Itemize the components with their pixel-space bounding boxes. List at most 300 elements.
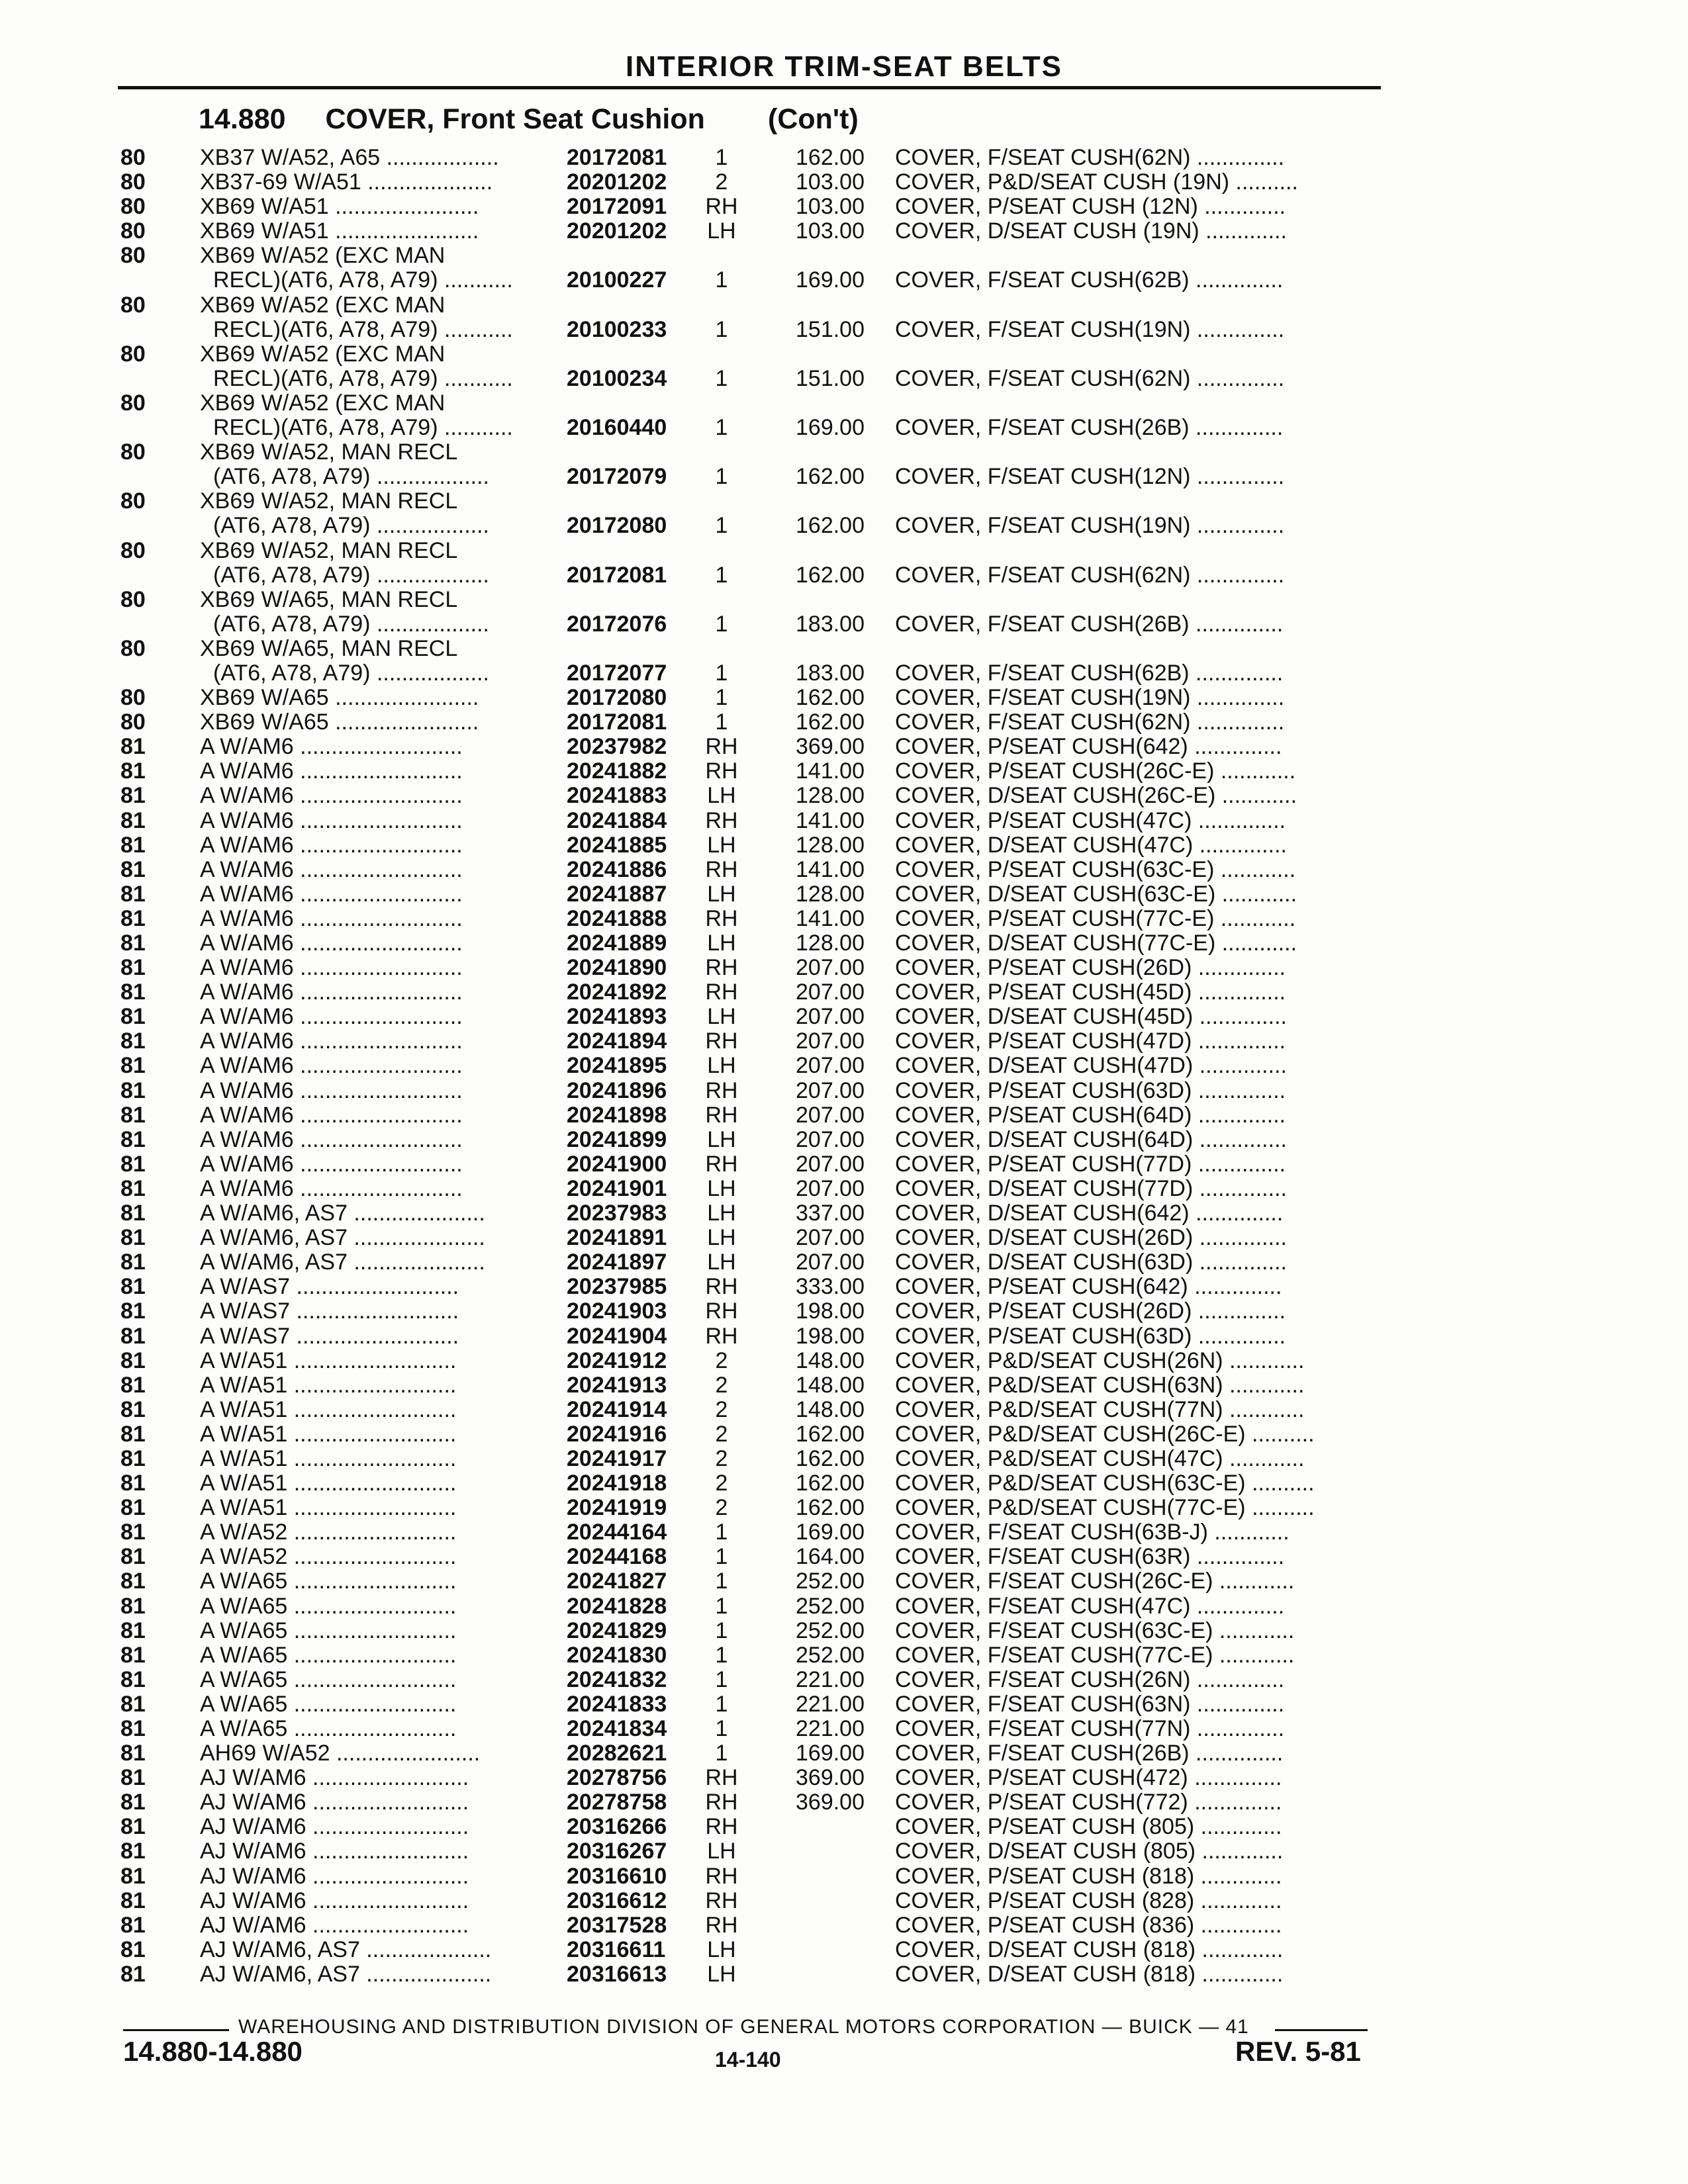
table-row xyxy=(0,244,1688,268)
part-name: COVER, P/SEAT CUSH(642) .............. xyxy=(895,1275,1282,1300)
part-name: COVER, F/SEAT CUSH(77C-E) ............ xyxy=(895,1643,1295,1668)
part-number: 20241885 xyxy=(567,832,667,858)
model-description: A W/A51 .......................... xyxy=(200,1446,457,1471)
part-name: COVER, D/SEAT CUSH(77C-E) ............ xyxy=(895,931,1297,956)
table-row xyxy=(0,1692,1688,1717)
table-row xyxy=(0,833,1688,858)
table-row xyxy=(0,1643,1688,1668)
table-row xyxy=(0,539,1688,563)
table-row xyxy=(0,416,1688,440)
model-description: A W/AS7 .......................... xyxy=(200,1275,459,1300)
quantity: RH xyxy=(705,1814,738,1840)
part-name: COVER, F/SEAT CUSH(26B) .............. xyxy=(895,612,1284,637)
part-number: 20100234 xyxy=(567,365,667,391)
part-name: COVER, D/SEAT CUSH(63C-E) ............ xyxy=(895,882,1297,907)
table-row xyxy=(0,1496,1688,1520)
table-row xyxy=(0,1619,1688,1643)
part-name: COVER, P/SEAT CUSH(77D) .............. xyxy=(895,1152,1286,1177)
price: 183.00 xyxy=(796,660,865,686)
table-row xyxy=(0,1447,1688,1471)
model-description: (AT6, A78, A79) .................. xyxy=(213,514,489,539)
price: 252.00 xyxy=(796,1593,865,1619)
model-description: XB69 W/A65, MAN RECL xyxy=(200,587,458,612)
group-code: 80 xyxy=(120,488,146,514)
part-number: 20241830 xyxy=(567,1642,667,1668)
quantity: RH xyxy=(705,979,738,1005)
title-rule xyxy=(118,86,1381,89)
price: 198.00 xyxy=(796,1323,865,1349)
model-description: A W/AM6 .......................... xyxy=(200,980,463,1005)
part-number: 20241833 xyxy=(567,1691,667,1717)
table-row xyxy=(0,784,1688,808)
table-row xyxy=(0,980,1688,1005)
group-code: 81 xyxy=(120,905,146,931)
quantity: RH xyxy=(705,1151,738,1177)
quantity: LH xyxy=(707,783,736,809)
part-name: COVER, D/SEAT CUSH (19N) ............. xyxy=(895,219,1287,244)
table-row xyxy=(0,391,1688,416)
price: 128.00 xyxy=(796,832,865,858)
part-name: COVER, D/SEAT CUSH(45D) .............. xyxy=(895,1005,1287,1030)
quantity: 1 xyxy=(715,611,728,637)
part-number: 20241897 xyxy=(567,1250,667,1275)
group-code: 81 xyxy=(120,1765,146,1791)
group-code: 81 xyxy=(120,1741,146,1766)
table-row xyxy=(0,1349,1688,1373)
table-row xyxy=(0,1029,1688,1054)
part-number: 20100227 xyxy=(567,267,667,293)
part-name: COVER, D/SEAT CUSH(64D) .............. xyxy=(895,1127,1287,1152)
part-number: 20100233 xyxy=(567,316,667,342)
part-name: COVER, P/SEAT CUSH (818) ............. xyxy=(895,1864,1282,1889)
group-code: 80 xyxy=(120,218,146,244)
part-number: 20160440 xyxy=(567,415,667,441)
quantity: RH xyxy=(705,1323,738,1349)
quantity: RH xyxy=(705,807,738,833)
part-number: 20241904 xyxy=(567,1323,667,1349)
part-number: 20172079 xyxy=(567,464,667,490)
section-heading xyxy=(199,103,859,136)
group-code: 81 xyxy=(120,1445,146,1471)
table-row xyxy=(0,1398,1688,1422)
model-description: A W/AM6, AS7 ..................... xyxy=(200,1250,485,1275)
quantity: 1 xyxy=(715,513,728,539)
table-row xyxy=(0,1005,1688,1029)
model-description: (AT6, A78, A79) .................. xyxy=(213,563,489,588)
quantity: 2 xyxy=(715,1471,728,1496)
part-number: 20241919 xyxy=(567,1495,667,1521)
group-code: 81 xyxy=(120,1028,146,1054)
model-description: AJ W/AM6, AS7 .................... xyxy=(200,1962,492,1987)
model-description: A W/A52 .......................... xyxy=(200,1545,457,1570)
model-description: A W/A65 .......................... xyxy=(200,1594,457,1619)
model-description: XB69 W/A65, MAN RECL xyxy=(200,636,458,661)
table-row xyxy=(0,514,1688,538)
group-code: 81 xyxy=(120,1372,146,1398)
part-number: 20316611 xyxy=(567,1936,666,1962)
table-row xyxy=(0,1250,1688,1275)
price: 103.00 xyxy=(796,169,865,195)
quantity: RH xyxy=(705,1274,738,1300)
price: 162.00 xyxy=(796,709,865,735)
part-name: COVER, P/SEAT CUSH(45D) .............. xyxy=(895,980,1286,1005)
quantity: LH xyxy=(707,1004,736,1030)
part-name: COVER, F/SEAT CUSH(26B) .............. xyxy=(895,1741,1284,1766)
table-row xyxy=(0,293,1688,318)
quantity: RH xyxy=(705,955,738,981)
part-number: 20244164 xyxy=(567,1520,667,1545)
group-code: 80 xyxy=(120,586,146,612)
table-row xyxy=(0,1545,1688,1569)
price: 207.00 xyxy=(796,1151,865,1177)
quantity: 1 xyxy=(715,464,728,490)
quantity: RH xyxy=(705,1102,738,1128)
group-code: 80 xyxy=(120,390,146,416)
part-name: COVER, D/SEAT CUSH(642) .............. xyxy=(895,1201,1284,1226)
footer-page-number: 14-140 xyxy=(715,2048,781,2071)
part-number: 20241892 xyxy=(567,979,667,1005)
part-name: COVER, F/SEAT CUSH(26N) .............. xyxy=(895,1667,1285,1692)
price: 183.00 xyxy=(796,611,865,637)
part-name: COVER, P/SEAT CUSH(63D) .............. xyxy=(895,1324,1286,1349)
quantity: 2 xyxy=(715,1445,728,1471)
quantity: RH xyxy=(705,1790,738,1815)
part-number: 20278756 xyxy=(567,1765,667,1791)
model-description: A W/AM6 .......................... xyxy=(200,931,463,956)
quantity: 2 xyxy=(715,1396,728,1422)
part-number: 20317528 xyxy=(567,1912,667,1938)
continued-label: (Con't) xyxy=(768,103,859,135)
part-name: COVER, P&D/SEAT CUSH (19N) .......... xyxy=(895,170,1298,195)
part-name: COVER, P&D/SEAT CUSH(26N) ............ xyxy=(895,1348,1305,1373)
group-code: 81 xyxy=(120,1175,146,1201)
group-code: 81 xyxy=(120,1544,146,1570)
part-number: 20241914 xyxy=(567,1396,667,1422)
part-number: 20241834 xyxy=(567,1716,667,1741)
price: 162.00 xyxy=(796,562,865,588)
part-number: 20316267 xyxy=(567,1839,667,1864)
model-description: A W/AM6, AS7 ..................... xyxy=(200,1201,485,1226)
quantity: 1 xyxy=(715,365,728,391)
group-code: 81 xyxy=(120,1151,146,1177)
quantity: RH xyxy=(705,1888,738,1913)
group-code: 81 xyxy=(120,1790,146,1815)
group-code: 80 xyxy=(120,169,146,195)
part-number: 20241901 xyxy=(567,1175,667,1201)
price: 162.00 xyxy=(796,1445,865,1471)
section-code: 14.880 xyxy=(199,103,286,135)
footer-revision: REV. 5-81 xyxy=(1235,2036,1361,2067)
model-description: XB69 W/A51 ....................... xyxy=(200,219,479,244)
part-number: 20316612 xyxy=(567,1888,667,1913)
part-number: 20241893 xyxy=(567,1004,667,1030)
price: 221.00 xyxy=(796,1716,865,1741)
table-row xyxy=(0,170,1688,195)
group-code: 81 xyxy=(120,1102,146,1128)
part-number: 20201202 xyxy=(567,169,667,195)
group-code: 80 xyxy=(120,685,146,711)
price: 148.00 xyxy=(796,1372,865,1398)
table-row xyxy=(0,1054,1688,1078)
part-name: COVER, P/SEAT CUSH(472) .............. xyxy=(895,1766,1282,1791)
group-code: 81 xyxy=(120,1274,146,1300)
price: 207.00 xyxy=(796,955,865,981)
part-number: 20237982 xyxy=(567,734,667,760)
group-code: 81 xyxy=(120,1936,146,1962)
table-row xyxy=(0,465,1688,489)
part-number: 20241889 xyxy=(567,931,667,956)
quantity: 2 xyxy=(715,1421,728,1447)
model-description: XB69 W/A51 ....................... xyxy=(200,195,479,220)
model-description: A W/AM6 .......................... xyxy=(200,1176,463,1201)
quantity: RH xyxy=(705,758,738,784)
group-code: 81 xyxy=(120,1053,146,1079)
part-number: 20172080 xyxy=(567,513,667,539)
price: 169.00 xyxy=(796,1741,865,1766)
part-number: 20241894 xyxy=(567,1028,667,1054)
model-description: A W/AM6 .......................... xyxy=(200,759,463,784)
group-code: 81 xyxy=(120,1471,146,1496)
table-row xyxy=(0,1471,1688,1496)
model-description: A W/A51 .......................... xyxy=(200,1471,457,1496)
footer-rule-right xyxy=(1275,2029,1368,2031)
table-row xyxy=(0,1569,1688,1594)
part-name: COVER, P&D/SEAT CUSH(63C-E) .......... xyxy=(895,1471,1315,1496)
quantity: LH xyxy=(707,1201,736,1226)
part-number: 20241916 xyxy=(567,1421,667,1447)
part-number: 20241883 xyxy=(567,783,667,809)
quantity: 1 xyxy=(715,267,728,293)
price: 128.00 xyxy=(796,931,865,956)
table-row xyxy=(0,1815,1688,1839)
part-number: 20241888 xyxy=(567,905,667,931)
price: 169.00 xyxy=(796,267,865,293)
table-row xyxy=(0,489,1688,514)
group-code: 80 xyxy=(120,439,146,465)
part-number: 20241891 xyxy=(567,1225,667,1251)
price: 103.00 xyxy=(796,194,865,220)
part-name: COVER, D/SEAT CUSH(77D) .............. xyxy=(895,1176,1287,1201)
group-code: 81 xyxy=(120,1225,146,1251)
part-number: 20241887 xyxy=(567,881,667,907)
quantity: 1 xyxy=(715,1741,728,1766)
part-name: COVER, P&D/SEAT CUSH(77N) ............ xyxy=(895,1397,1305,1422)
group-code: 81 xyxy=(120,1888,146,1913)
price: 141.00 xyxy=(796,758,865,784)
table-row xyxy=(0,1741,1688,1766)
part-name: COVER, F/SEAT CUSH(62B) .............. xyxy=(895,268,1284,293)
table-row xyxy=(0,563,1688,588)
group-code: 80 xyxy=(120,635,146,661)
table-row xyxy=(0,1520,1688,1545)
part-name: COVER, P/SEAT CUSH (805) ............. xyxy=(895,1815,1282,1840)
quantity: LH xyxy=(707,881,736,907)
part-number: 20237985 xyxy=(567,1274,667,1300)
model-description: A W/AM6 .......................... xyxy=(200,1078,463,1103)
part-name: COVER, F/SEAT CUSH(26B) .............. xyxy=(895,416,1284,441)
group-code: 80 xyxy=(120,194,146,220)
model-description: AJ W/AM6 ......................... xyxy=(200,1888,469,1913)
table-row xyxy=(0,686,1688,710)
group-code: 80 xyxy=(120,145,146,170)
group-code: 80 xyxy=(120,341,146,367)
quantity: LH xyxy=(707,1225,736,1251)
table-row xyxy=(0,1790,1688,1815)
price: 141.00 xyxy=(796,856,865,882)
quantity: 2 xyxy=(715,1372,728,1398)
price: 162.00 xyxy=(796,145,865,170)
part-number: 20316266 xyxy=(567,1814,667,1840)
part-name: COVER, F/SEAT CUSH(77N) .............. xyxy=(895,1717,1285,1741)
part-name: COVER, P/SEAT CUSH (836) ............. xyxy=(895,1913,1282,1938)
model-description: AJ W/AM6 ......................... xyxy=(200,1864,469,1889)
model-description: A W/AM6 .......................... xyxy=(200,1005,463,1030)
parts-table xyxy=(0,146,1688,1987)
quantity: LH xyxy=(707,1175,736,1201)
quantity: 1 xyxy=(715,415,728,441)
quantity: RH xyxy=(705,905,738,931)
part-number: 20241917 xyxy=(567,1445,667,1471)
quantity: LH xyxy=(707,1936,736,1962)
part-name: COVER, D/SEAT CUSH(47D) .............. xyxy=(895,1054,1287,1079)
quantity: LH xyxy=(707,1250,736,1275)
price: 252.00 xyxy=(796,1617,865,1643)
quantity: 1 xyxy=(715,145,728,170)
model-description: A W/AS7 .......................... xyxy=(200,1299,459,1324)
group-code: 81 xyxy=(120,1863,146,1889)
group-code: 81 xyxy=(120,1004,146,1030)
group-code: 81 xyxy=(120,1347,146,1373)
part-number: 20172077 xyxy=(567,660,667,686)
quantity: 1 xyxy=(715,709,728,735)
price: 369.00 xyxy=(796,1790,865,1815)
part-name: COVER, D/SEAT CUSH(47C) .............. xyxy=(895,833,1287,858)
model-description: A W/AM6, AS7 ..................... xyxy=(200,1226,485,1251)
model-description: A W/A65 .......................... xyxy=(200,1692,457,1717)
price: 221.00 xyxy=(796,1691,865,1717)
part-number: 20241832 xyxy=(567,1666,667,1692)
part-number: 20316613 xyxy=(567,1961,667,1987)
quantity: LH xyxy=(707,1053,736,1079)
price: 252.00 xyxy=(796,1569,865,1594)
group-code: 81 xyxy=(120,1839,146,1864)
price: 103.00 xyxy=(796,218,865,244)
part-name: COVER, D/SEAT CUSH(26C-E) ............ xyxy=(895,784,1297,809)
price: 128.00 xyxy=(796,783,865,809)
part-number: 20172081 xyxy=(567,709,667,735)
part-name: COVER, P&D/SEAT CUSH(47C) ............ xyxy=(895,1446,1305,1471)
table-row xyxy=(0,1079,1688,1103)
footer-division: WAREHOUSING AND DISTRIBUTION DIVISION OF GENERAL MOTORS CORPORATION — BUICK — 41 xyxy=(238,2016,1249,2038)
part-number: 20241899 xyxy=(567,1126,667,1152)
part-number: 20241827 xyxy=(567,1569,667,1594)
part-name: COVER, P/SEAT CUSH (12N) ............. xyxy=(895,195,1286,220)
table-row xyxy=(0,637,1688,661)
group-code: 81 xyxy=(120,1396,146,1422)
table-row xyxy=(0,858,1688,882)
quantity: RH xyxy=(705,1912,738,1938)
quantity: 2 xyxy=(715,1495,728,1521)
table-row xyxy=(0,1938,1688,1962)
model-description: A W/A52 .......................... xyxy=(200,1520,457,1545)
part-number: 20241896 xyxy=(567,1077,667,1103)
price: 148.00 xyxy=(796,1396,865,1422)
model-description: A W/AM6 .......................... xyxy=(200,1152,463,1177)
model-description: A W/A65 .......................... xyxy=(200,1569,457,1594)
part-name: COVER, F/SEAT CUSH(12N) .............. xyxy=(895,465,1285,490)
table-row xyxy=(0,956,1688,980)
price: 207.00 xyxy=(796,1028,865,1054)
table-row xyxy=(0,440,1688,465)
quantity: LH xyxy=(707,931,736,956)
table-row xyxy=(0,612,1688,637)
price: 369.00 xyxy=(796,734,865,760)
model-description: A W/A51 .......................... xyxy=(200,1348,457,1373)
quantity: 1 xyxy=(715,685,728,711)
price: 169.00 xyxy=(796,1520,865,1545)
table-row xyxy=(0,1668,1688,1692)
footer-rule-left xyxy=(123,2029,229,2031)
price: 151.00 xyxy=(796,316,865,342)
group-code: 81 xyxy=(120,1617,146,1643)
price: 207.00 xyxy=(796,1053,865,1079)
part-number: 20241829 xyxy=(567,1617,667,1643)
part-number: 20241918 xyxy=(567,1471,667,1496)
group-code: 81 xyxy=(120,1666,146,1692)
quantity: RH xyxy=(705,734,738,760)
quantity: 1 xyxy=(715,562,728,588)
price: 162.00 xyxy=(796,464,865,490)
group-code: 80 xyxy=(120,292,146,318)
part-name: COVER, F/SEAT CUSH(62N) .............. xyxy=(895,710,1285,735)
model-description: A W/A51 .......................... xyxy=(200,1373,457,1398)
part-number: 20241884 xyxy=(567,807,667,833)
model-description: A W/AM6 .......................... xyxy=(200,906,463,931)
part-number: 20172080 xyxy=(567,685,667,711)
table-row xyxy=(0,219,1688,244)
quantity: LH xyxy=(707,218,736,244)
table-row xyxy=(0,1275,1688,1299)
table-row xyxy=(0,759,1688,784)
model-description: A W/A65 .......................... xyxy=(200,1667,457,1692)
part-name: COVER, P/SEAT CUSH(772) .............. xyxy=(895,1790,1282,1815)
part-name: COVER, P/SEAT CUSH(64D) .............. xyxy=(895,1103,1286,1128)
table-row xyxy=(0,1103,1688,1128)
table-row xyxy=(0,1201,1688,1226)
group-code: 81 xyxy=(120,758,146,784)
group-code: 81 xyxy=(120,1298,146,1324)
model-description: AJ W/AM6 ......................... xyxy=(200,1913,469,1938)
price: 198.00 xyxy=(796,1298,865,1324)
group-code: 81 xyxy=(120,1077,146,1103)
quantity: LH xyxy=(707,1126,736,1152)
part-name: COVER, F/SEAT CUSH(26C-E) ............ xyxy=(895,1569,1295,1594)
model-description: (AT6, A78, A79) .................. xyxy=(213,660,489,686)
table-row xyxy=(0,1373,1688,1398)
group-code: 81 xyxy=(120,1250,146,1275)
table-row xyxy=(0,1299,1688,1324)
group-code: 81 xyxy=(120,1520,146,1545)
quantity: 1 xyxy=(715,1691,728,1717)
group-code: 81 xyxy=(120,832,146,858)
part-number: 20172076 xyxy=(567,611,667,637)
model-description: (AT6, A78, A79) .................. xyxy=(213,465,489,490)
part-number: 20241828 xyxy=(567,1593,667,1619)
quantity: RH xyxy=(705,1863,738,1889)
section-title: COVER, Front Seat Cushion xyxy=(325,103,705,135)
model-description: A W/AM6 .......................... xyxy=(200,1054,463,1079)
part-name: COVER, P/SEAT CUSH(26C-E) ............ xyxy=(895,759,1296,784)
